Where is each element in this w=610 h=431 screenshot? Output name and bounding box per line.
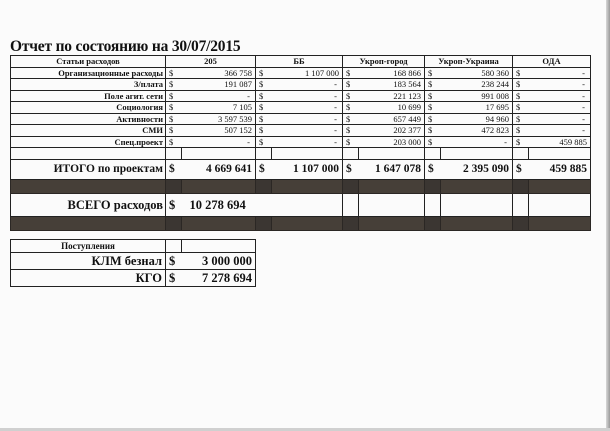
currency-sign: $ — [166, 102, 182, 114]
empty-cell — [166, 179, 182, 193]
currency-sign: $ — [166, 270, 182, 287]
receipt-amount: 7 278 694 — [182, 270, 256, 287]
empty-cell — [359, 179, 425, 193]
currency-sign: $ — [343, 136, 359, 148]
currency-sign: $ — [343, 113, 359, 125]
expense-label: Активности — [11, 113, 166, 125]
receipt-label: КГО — [11, 270, 166, 287]
expense-row — [11, 79, 591, 91]
amount-cell: 507 152 — [182, 125, 256, 137]
empty-cell — [166, 216, 182, 230]
amount-cell: 459 885 — [529, 136, 591, 148]
expense-row — [11, 102, 591, 114]
empty-cell — [359, 216, 425, 230]
currency-sign: $ — [425, 102, 441, 114]
currency-sign: $ — [513, 102, 529, 114]
empty-cell — [272, 179, 343, 193]
currency-sign: $ — [166, 136, 182, 148]
currency-sign: $ — [513, 113, 529, 125]
empty-cell — [425, 193, 441, 216]
currency-sign: $ — [425, 79, 441, 91]
dark-band-row — [11, 179, 591, 193]
empty-cell — [343, 179, 359, 193]
currency-sign: $ — [425, 90, 441, 102]
currency-sign: $ — [513, 125, 529, 137]
expense-label: Спец.проект — [11, 136, 166, 148]
column-header: ББ — [256, 56, 343, 68]
amount-cell: 168 866 — [359, 67, 425, 79]
empty-cell — [256, 216, 272, 230]
currency-sign: $ — [513, 67, 529, 79]
column-header: Статьи расходов — [11, 56, 166, 68]
empty-cell — [513, 148, 529, 160]
currency-sign: $ — [343, 125, 359, 137]
currency-sign: $ — [256, 79, 272, 91]
currency-sign: $ — [425, 136, 441, 148]
empty-cell — [182, 148, 256, 160]
currency-sign: $ — [513, 90, 529, 102]
empty-cell — [441, 193, 513, 216]
amount-cell: - — [272, 102, 343, 114]
amount-cell: - — [272, 90, 343, 102]
currency-sign: $ — [166, 193, 182, 216]
currency-sign: $ — [256, 113, 272, 125]
header-row — [11, 56, 591, 68]
scan-edge-right — [606, 0, 610, 431]
receipt-row — [11, 253, 256, 270]
empty-cell — [529, 148, 591, 160]
empty-cell — [272, 148, 343, 160]
expense-row — [11, 67, 591, 79]
empty-cell — [529, 193, 591, 216]
empty-cell — [425, 179, 441, 193]
empty-cell — [441, 216, 513, 230]
expense-row — [11, 90, 591, 102]
amount-cell: 202 377 — [359, 125, 425, 137]
amount-cell: 221 123 — [359, 90, 425, 102]
currency-sign: $ — [343, 67, 359, 79]
total-amount: 459 885 — [529, 159, 591, 179]
empty-cell — [272, 216, 343, 230]
grand-total-label: ВСЕГО расходов — [11, 193, 166, 216]
amount-cell: - — [272, 136, 343, 148]
currency-sign: $ — [425, 159, 441, 179]
empty-cell — [529, 179, 591, 193]
amount-cell: - — [441, 136, 513, 148]
amount-cell: 7 105 — [182, 102, 256, 114]
expense-label: Социология — [11, 102, 166, 114]
empty-cell — [166, 148, 182, 160]
expense-label: З/плата — [11, 79, 166, 91]
currency-sign: $ — [513, 79, 529, 91]
amount-cell: 657 449 — [359, 113, 425, 125]
empty-cell — [11, 216, 166, 230]
currency-sign: $ — [166, 113, 182, 125]
grand-total-amount: 10 278 694 — [182, 193, 343, 216]
currency-sign: $ — [166, 67, 182, 79]
amount-cell: - — [272, 79, 343, 91]
currency-sign: $ — [166, 125, 182, 137]
amount-cell: 17 695 — [441, 102, 513, 114]
currency-sign: $ — [256, 136, 272, 148]
column-header: 205 — [166, 56, 256, 68]
empty-cell — [425, 216, 441, 230]
receipt-label: КЛМ безнал — [11, 253, 166, 270]
expenses-table-body — [11, 56, 591, 231]
currency-sign: $ — [256, 67, 272, 79]
empty-cell — [513, 216, 529, 230]
empty-cell — [425, 148, 441, 160]
expense-row — [11, 113, 591, 125]
empty-cell — [359, 193, 425, 216]
currency-sign: $ — [166, 90, 182, 102]
amount-cell: - — [529, 67, 591, 79]
currency-sign: $ — [513, 159, 529, 179]
currency-sign: $ — [425, 67, 441, 79]
amount-cell: - — [529, 79, 591, 91]
empty-cell — [343, 216, 359, 230]
currency-sign: $ — [425, 113, 441, 125]
amount-cell: 10 699 — [359, 102, 425, 114]
column-header: Укроп-Украина — [425, 56, 513, 68]
empty-cell — [11, 148, 166, 160]
receipts-table — [10, 239, 256, 287]
empty-cell — [256, 179, 272, 193]
empty-cell — [441, 179, 513, 193]
spacer-row — [11, 148, 591, 160]
column-header: Укроп-город — [343, 56, 425, 68]
empty-cell — [11, 179, 166, 193]
empty-cell — [441, 148, 513, 160]
amount-cell: - — [529, 90, 591, 102]
expense-label: Поле агит. сети — [11, 90, 166, 102]
currency-sign: $ — [343, 102, 359, 114]
empty-cell — [359, 148, 425, 160]
expense-label: Организационные расходы — [11, 67, 166, 79]
amount-cell: 203 000 — [359, 136, 425, 148]
amount-cell: - — [529, 113, 591, 125]
receipt-row — [11, 270, 256, 287]
empty-cell — [182, 179, 256, 193]
amount-cell: - — [272, 113, 343, 125]
total-amount: 1 107 000 — [272, 159, 343, 179]
expense-row — [11, 136, 591, 148]
expense-row — [11, 125, 591, 137]
total-row — [11, 159, 591, 179]
total-amount: 1 647 078 — [359, 159, 425, 179]
currency-sign: $ — [343, 79, 359, 91]
empty-cell — [529, 216, 591, 230]
empty-cell — [182, 216, 256, 230]
amount-cell: - — [182, 136, 256, 148]
amount-cell: - — [529, 102, 591, 114]
report-title: Отчет по состоянию на 30/07/2015 — [10, 38, 241, 55]
currency-sign: $ — [256, 90, 272, 102]
dark-band-row — [11, 216, 591, 230]
currency-sign: $ — [256, 102, 272, 114]
amount-cell: 94 960 — [441, 113, 513, 125]
amount-cell: 1 107 000 — [272, 67, 343, 79]
receipt-amount: 3 000 000 — [182, 253, 256, 270]
total-label: ИТОГО по проектам — [11, 159, 166, 179]
amount-cell: 580 360 — [441, 67, 513, 79]
currency-sign: $ — [513, 136, 529, 148]
currency-sign: $ — [166, 79, 182, 91]
expenses-table — [10, 55, 591, 231]
empty-cell — [513, 179, 529, 193]
amount-cell: - — [272, 125, 343, 137]
amount-cell: 183 564 — [359, 79, 425, 91]
receipts-table-body — [11, 240, 256, 287]
expense-label: СМИ — [11, 125, 166, 137]
empty-cell — [166, 240, 182, 253]
amount-cell: - — [182, 90, 256, 102]
amount-cell: 238 244 — [441, 79, 513, 91]
amount-cell: - — [529, 125, 591, 137]
empty-cell — [343, 193, 359, 216]
currency-sign: $ — [425, 125, 441, 137]
empty-cell — [256, 148, 272, 160]
currency-sign: $ — [166, 253, 182, 270]
amount-cell: 3 597 539 — [182, 113, 256, 125]
currency-sign: $ — [256, 125, 272, 137]
empty-cell — [343, 148, 359, 160]
currency-sign: $ — [343, 159, 359, 179]
empty-cell — [182, 240, 256, 253]
amount-cell: 472 823 — [441, 125, 513, 137]
empty-cell — [513, 193, 529, 216]
amount-cell: 191 087 — [182, 79, 256, 91]
currency-sign: $ — [166, 159, 182, 179]
receipts-header: Поступления — [11, 240, 166, 253]
column-header: ОДА — [513, 56, 591, 68]
receipts-header-row — [11, 240, 256, 253]
total-amount: 4 669 641 — [182, 159, 256, 179]
grand-total-row — [11, 193, 591, 216]
currency-sign: $ — [343, 90, 359, 102]
amount-cell: 366 758 — [182, 67, 256, 79]
total-amount: 2 395 090 — [441, 159, 513, 179]
currency-sign: $ — [256, 159, 272, 179]
amount-cell: 991 008 — [441, 90, 513, 102]
